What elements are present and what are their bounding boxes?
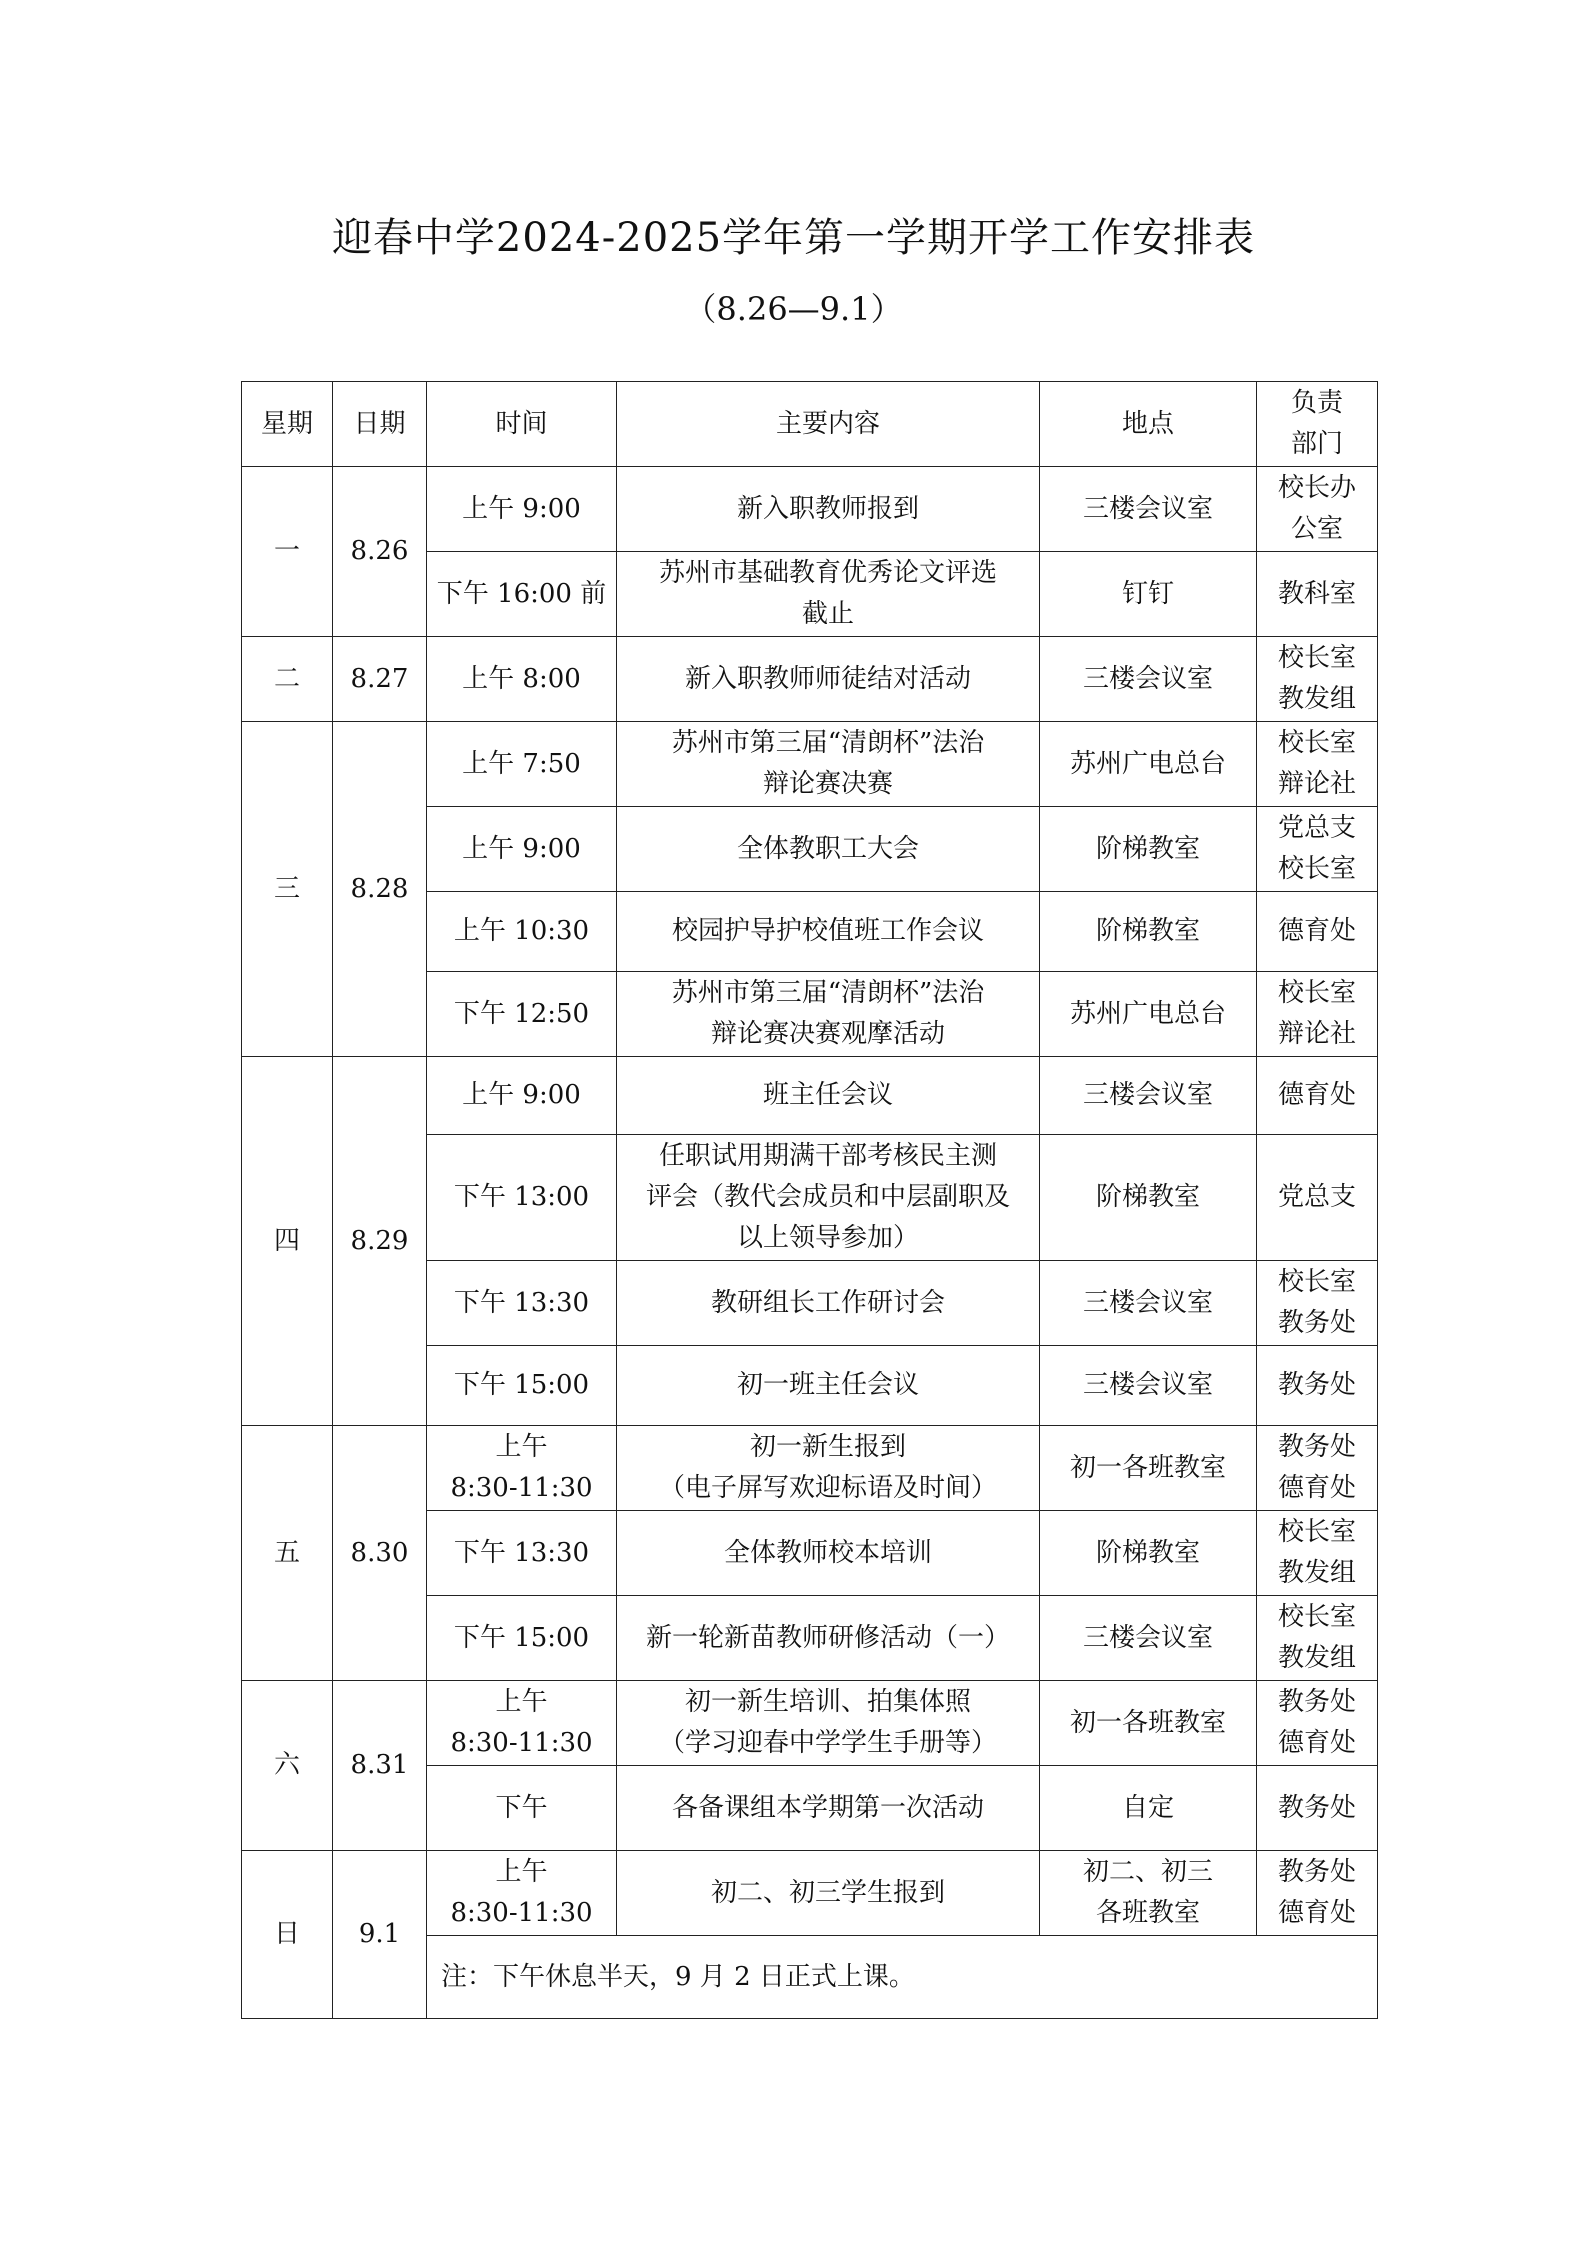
dept-cell [1257,1346,1378,1426]
schedule-row [242,1426,1378,1511]
content-cell [617,552,1040,637]
weekday-cell: 四 [242,1057,333,1426]
time-cell-line: 下午 15:00 [453,1622,590,1653]
schedule-row [242,637,1378,722]
schedule-table [241,381,1378,2019]
document-subtitle: （8.26—9.1） [684,290,903,328]
dept-cell-line: 教务处 [1277,1432,1356,1462]
dept-cell-line: 校长室 [1277,728,1356,758]
dept-cell [1257,1681,1378,1766]
place-cell-line: 苏州广电总台 [1069,748,1226,779]
dept-cell-line: 党总支 [1277,1182,1356,1212]
content-cell [617,1135,1040,1261]
time-cell [427,722,617,807]
place-cell-line: 三楼会议室 [1082,1622,1213,1653]
time-cell [427,807,617,892]
schedule-row [242,1681,1378,1766]
content-cell-line: 截止 [801,599,854,629]
time-cell [427,1511,617,1596]
schedule-row [242,1851,1378,1936]
time-cell [427,552,617,637]
content-cell-line: 苏州市基础教育优秀论文评选 [658,558,997,588]
dept-cell [1257,637,1378,722]
time-cell-line: 上午 9:00 [462,833,581,864]
time-cell-line: 下午 12:50 [453,998,590,1029]
place-cell [1040,1766,1257,1851]
place-cell-line: 阶梯教室 [1095,1537,1200,1568]
dept-cell [1257,1766,1378,1851]
dept-cell-line: 辩论社 [1277,1019,1356,1049]
place-cell-line: 三楼会议室 [1082,1287,1213,1318]
dept-cell [1257,1057,1378,1135]
dept-cell [1257,552,1378,637]
place-cell-line: 阶梯教室 [1095,916,1200,946]
date-cell: 8.28 [333,722,427,1057]
place-cell [1040,1135,1257,1261]
place-cell-line: 初二、初三 [1082,1857,1213,1887]
place-cell [1040,1261,1257,1346]
weekday-cell: 六 [242,1681,333,1851]
place-cell [1040,1596,1257,1681]
place-cell [1040,637,1257,722]
content-cell [617,637,1040,722]
content-cell-line: 教研组长工作研讨会 [710,1287,945,1318]
dept-cell [1257,1851,1378,1936]
schedule-row [242,722,1378,807]
content-cell [617,1596,1040,1681]
place-cell-line: 苏州广电总台 [1069,998,1226,1029]
place-cell [1040,1511,1257,1596]
content-cell [617,1426,1040,1511]
content-cell-line: 新一轮新苗教师研修活动（一） [645,1622,1010,1653]
dept-cell-line: 公室 [1290,514,1343,544]
content-cell-line: （电子屏写欢迎标语及时间） [658,1473,997,1503]
dept-cell-line: 教科室 [1277,578,1356,609]
dept-cell-line: 校长室 [1277,643,1356,673]
time-cell-line: 8:30-11:30 [450,1728,593,1758]
time-cell [427,1851,617,1936]
dept-cell-line: 德育处 [1277,1080,1356,1110]
dept-cell-line: 辩论社 [1277,769,1356,799]
time-cell-line: 上午 9:00 [462,493,581,524]
place-cell [1040,1057,1257,1135]
header-dept-line1: 负责 [1290,388,1343,418]
place-cell [1040,807,1257,892]
dept-cell [1257,467,1378,552]
time-cell-line: 下午 16:00 前 [436,578,607,609]
date-cell: 8.26 [333,467,427,637]
place-cell-line: 初一各班教室 [1069,1707,1226,1738]
time-cell-line: 下午 15:00 [453,1370,590,1400]
content-cell [617,1261,1040,1346]
dept-cell-line: 党总支 [1277,813,1356,843]
time-cell-line: 上午 [495,1857,548,1887]
content-cell-line: 初一新生报到 [749,1432,906,1462]
time-cell-line: 下午 13:00 [453,1182,590,1212]
time-cell-line: 上午 7:50 [462,748,581,779]
place-cell [1040,722,1257,807]
time-cell [427,1766,617,1851]
time-cell-line: 上午 9:00 [462,1080,581,1110]
header-dept-line2: 部门 [1290,429,1343,459]
note-cell: 注：下午休息半天，9 月 2 日正式上课。 [427,1936,1378,2019]
time-cell [427,1346,617,1426]
time-cell-line: 上午 8:00 [462,663,581,694]
place-cell-line: 三楼会议室 [1082,1370,1213,1400]
header-weekday: 星期 [242,382,333,467]
place-cell-line: 初一各班教室 [1069,1452,1226,1483]
time-cell [427,1057,617,1135]
time-cell [427,892,617,972]
header-place: 地点 [1040,382,1257,467]
place-cell-line: 各班教室 [1095,1898,1200,1928]
dept-cell-line: 校长室 [1277,854,1356,884]
weekday-cell: 一 [242,467,333,637]
content-cell-line: 辩论赛决赛观摩活动 [710,1019,945,1049]
content-cell-line: 初二、初三学生报到 [710,1877,945,1908]
dept-cell-line: 德育处 [1277,916,1356,946]
dept-cell [1257,1261,1378,1346]
dept-cell-line: 教务处 [1277,1792,1356,1823]
place-cell [1040,892,1257,972]
content-cell-line: 任职试用期满干部考核民主测 [658,1141,997,1171]
content-cell-line: 评会（教代会成员和中层副职及 [645,1182,1010,1212]
time-cell [427,1426,617,1511]
dept-cell [1257,892,1378,972]
time-cell-line: 上午 [495,1432,548,1462]
content-cell-line: 新入职教师师徒结对活动 [684,663,971,694]
place-cell-line: 阶梯教室 [1095,1182,1200,1212]
dept-cell-line: 德育处 [1277,1473,1356,1503]
schedule-row [242,467,1378,552]
time-cell [427,1261,617,1346]
content-cell [617,1511,1040,1596]
date-cell: 8.27 [333,637,427,722]
place-cell [1040,552,1257,637]
dept-cell-line: 教发组 [1277,1643,1356,1673]
time-cell [427,1135,617,1261]
content-cell-line: 校园护导护校值班工作会议 [671,916,984,946]
content-cell-line: 初一班主任会议 [736,1370,919,1400]
time-cell [427,1596,617,1681]
content-cell-line: 苏州市第三届“清朗杯”法治 [671,728,985,758]
dept-cell-line: 校长办 [1277,473,1356,503]
dept-cell-line: 教务处 [1277,1370,1356,1400]
date-cell: 8.29 [333,1057,427,1426]
dept-cell-line: 校长室 [1277,1602,1356,1632]
dept-cell [1257,972,1378,1057]
dept-cell-line: 教务处 [1277,1308,1356,1338]
date-cell: 8.31 [333,1681,427,1851]
content-cell [617,1346,1040,1426]
content-cell [617,892,1040,972]
dept-cell-line: 教发组 [1277,1558,1356,1588]
time-cell [427,972,617,1057]
content-cell [617,722,1040,807]
dept-cell-line: 教务处 [1277,1687,1356,1717]
place-cell-line: 三楼会议室 [1082,1080,1213,1110]
weekday-cell: 日 [242,1851,333,2019]
dept-cell-line: 校长室 [1277,978,1356,1008]
content-cell-line: 各备课组本学期第一次活动 [671,1792,984,1823]
dept-cell-line: 德育处 [1277,1898,1356,1928]
dept-cell [1257,1135,1378,1261]
content-cell-line: 以上领导参加） [736,1223,919,1253]
content-cell [617,1681,1040,1766]
time-cell [427,467,617,552]
content-cell [617,807,1040,892]
content-cell [617,467,1040,552]
content-cell-line: 辩论赛决赛 [762,769,893,799]
time-cell [427,1681,617,1766]
date-cell: 9.1 [333,1851,427,2019]
content-cell-line: 苏州市第三届“清朗杯”法治 [671,978,985,1008]
dept-cell-line: 校长室 [1277,1267,1356,1297]
dept-cell-line: 教务处 [1277,1857,1356,1887]
weekday-cell: 三 [242,722,333,1057]
time-cell-line: 上午 10:30 [453,916,590,946]
time-cell-line: 8:30-11:30 [450,1898,593,1928]
place-cell-line: 钉钉 [1121,578,1174,609]
content-cell-line: 全体教师校本培训 [723,1537,932,1568]
dept-cell [1257,1426,1378,1511]
place-cell [1040,972,1257,1057]
dept-cell [1257,807,1378,892]
content-cell-line: 班主任会议 [762,1080,893,1110]
weekday-cell: 五 [242,1426,333,1681]
place-cell-line: 三楼会议室 [1082,493,1213,524]
schedule-body [242,467,1378,2019]
dept-cell [1257,1511,1378,1596]
content-cell-line: 初一新生培训、拍集体照 [684,1687,971,1717]
place-cell [1040,1426,1257,1511]
header-content: 主要内容 [617,382,1040,467]
header-row [242,382,1378,467]
content-cell [617,972,1040,1057]
dept-cell [1257,722,1378,807]
time-cell-line: 上午 [495,1687,548,1717]
time-cell-line: 下午 13:30 [453,1287,590,1318]
place-cell [1040,1681,1257,1766]
date-cell: 8.30 [333,1426,427,1681]
content-cell-line: 新入职教师报到 [736,493,919,524]
content-cell [617,1766,1040,1851]
dept-cell-line: 德育处 [1277,1728,1356,1758]
place-cell [1040,1851,1257,1936]
time-cell [427,637,617,722]
place-cell [1040,1346,1257,1426]
content-cell-line: （学习迎春中学学生手册等） [658,1728,997,1758]
place-cell-line: 阶梯教室 [1095,833,1200,864]
schedule-row [242,1057,1378,1135]
dept-cell-line: 教发组 [1277,684,1356,714]
header-date: 日期 [333,382,427,467]
content-cell [617,1057,1040,1135]
content-cell [617,1851,1040,1936]
place-cell [1040,467,1257,552]
header-time: 时间 [427,382,617,467]
dept-cell [1257,1596,1378,1681]
document-title: 迎春中学2024-2025学年第一学期开学工作安排表 [331,215,1256,261]
time-cell-line: 下午 13:30 [453,1537,590,1568]
time-cell-line: 8:30-11:30 [450,1473,593,1503]
dept-cell-line: 校长室 [1277,1517,1356,1547]
place-cell-line: 自定 [1121,1792,1174,1823]
time-cell-line: 下午 [495,1792,548,1823]
place-cell-line: 三楼会议室 [1082,663,1213,694]
weekday-cell: 二 [242,637,333,722]
content-cell-line: 全体教职工大会 [736,833,919,864]
header-dept [1257,382,1378,467]
